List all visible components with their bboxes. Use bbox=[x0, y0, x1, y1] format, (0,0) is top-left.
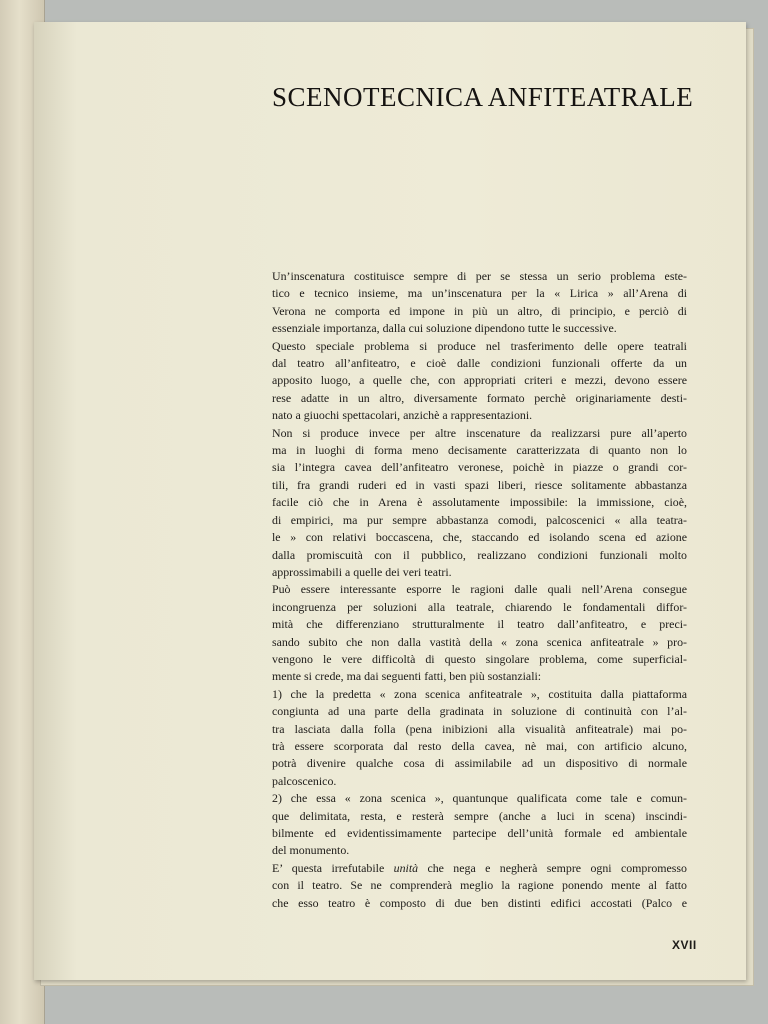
text-line: essenziale importanza, dalla cui soluzione dipendono tutte le successive. bbox=[272, 321, 617, 336]
text-line: del monumento. bbox=[272, 843, 350, 858]
text-line: bilmente ed evidentissimamente partecipe dell’unità formale ed ambientale bbox=[272, 826, 687, 840]
text-line: apposito luogo, a quelle che, con appropriati criteri e mezzi, devono essere bbox=[272, 373, 687, 388]
text-line: 1) che la predetta « zona scenica anfiteatrale », costituita dalla piattaforma bbox=[272, 686, 687, 701]
text-line: Verona ne comporta ed impone in più un altro, di principio, e perciò di bbox=[272, 303, 687, 318]
text-line: mità che differenziano strutturalmente il teatro dall’anfiteatro, e preci- bbox=[272, 617, 687, 632]
text-line: que delimitata, resta, e resterà sempre (anche a luci in scena) inscindi- bbox=[272, 808, 687, 823]
text-line: trà essere scorporata dal resto della cavea, nè mai, con artificio alcuno, bbox=[272, 738, 687, 753]
text-line: sando subito che non dalla vastità della « zona scenica anfiteatrale » pro- bbox=[272, 634, 687, 649]
text-line: 2) che essa « zona scenica », quantunque qualificata come tale e comun- bbox=[272, 791, 687, 806]
page-title: SCENOTECNICA ANFITEATRALE bbox=[272, 82, 694, 112]
text-line: potrà divenire qualche cosa di assimilabile ad un dispositivo di normale bbox=[272, 756, 687, 771]
text-line: dal teatro all’anfiteatro, e cioè dalle condizioni funzionali offerte da un bbox=[272, 356, 687, 371]
text-line: di empirici, ma pur sempre abbastanza comodi, palcoscenici « alla teatra- bbox=[272, 512, 687, 527]
text-line: Un’inscenatura costituisce sempre di per se stessa un serio problema este- bbox=[272, 269, 687, 283]
text-line: congiunta ad una parte della gradinata in soluzione di continuità con l’al- bbox=[272, 704, 687, 719]
text-line: ma in luoghi di forma meno decisamente caratterizzata di quanto non lo bbox=[272, 443, 687, 458]
text-line: E’ questa irrefutabile unità che nega e negherà sempre ogni compromesso bbox=[272, 860, 687, 875]
text-line: Non si produce invece per altre inscenature da realizzarsi pure all’aperto bbox=[272, 425, 687, 440]
text-line: dalla promiscuità con il pubblico, realizzano condizioni funzionali molto bbox=[272, 547, 687, 562]
emphasis: unità bbox=[393, 860, 419, 875]
text-line: con il teatro. Se ne comprenderà meglio la ragione ponendo mente al fatto bbox=[272, 878, 687, 893]
text-line: incongruenza per soluzioni alla teatrale, chiarendo le fondamentali diffor- bbox=[272, 599, 687, 614]
text-line: mente si crede, ma dai seguenti fatti, ben più sostanziali: bbox=[272, 669, 542, 684]
text-line: Può essere interessante esporre le ragioni dalle quali nell’Arena consegue bbox=[272, 582, 687, 597]
text-line: tico e tecnico insieme, ma un’inscenatura per la « Lirica » all’Arena di bbox=[272, 286, 687, 301]
text-line: tili, fra grandi ruderi ed in vasti spazi liberi, riesce solitamente abbastanza bbox=[272, 477, 687, 492]
text-line: rese adatte in un altro, diversamente formato perchè originariamente desti- bbox=[272, 390, 687, 405]
text-line: palcoscenico. bbox=[272, 773, 337, 788]
body-text bbox=[272, 268, 687, 912]
text-line: sia l’integra cavea dell’anfiteatro veronese, poichè in piazze o grandi cor- bbox=[272, 460, 687, 475]
text-line: facile ciò che in Arena è assolutamente impossibile: la immissione, cioè, bbox=[272, 495, 687, 510]
text-line: le » con relativi boccascena, che, staccando ed isolando scena ed azione bbox=[272, 530, 687, 545]
text-line: che esso teatro è composto di due ben distinti edifici accostati (Palco e bbox=[272, 895, 687, 910]
text-line: Questo speciale problema si produce nel trasferimento delle opere teatrali bbox=[272, 338, 687, 353]
text-line: nato a giuochi spettacolari, anzichè a rappresentazioni. bbox=[272, 408, 533, 423]
text-line: approssimabili a quelle dei veri teatri. bbox=[272, 564, 452, 579]
text-line: vengono le vere difficoltà di questo singolare problema, come superficial- bbox=[272, 651, 687, 666]
text-line: tra lasciata dalla folla (pena inibizioni alla visualità anfiteatrale) mai po- bbox=[272, 721, 687, 736]
page-number: XVII bbox=[672, 938, 697, 952]
